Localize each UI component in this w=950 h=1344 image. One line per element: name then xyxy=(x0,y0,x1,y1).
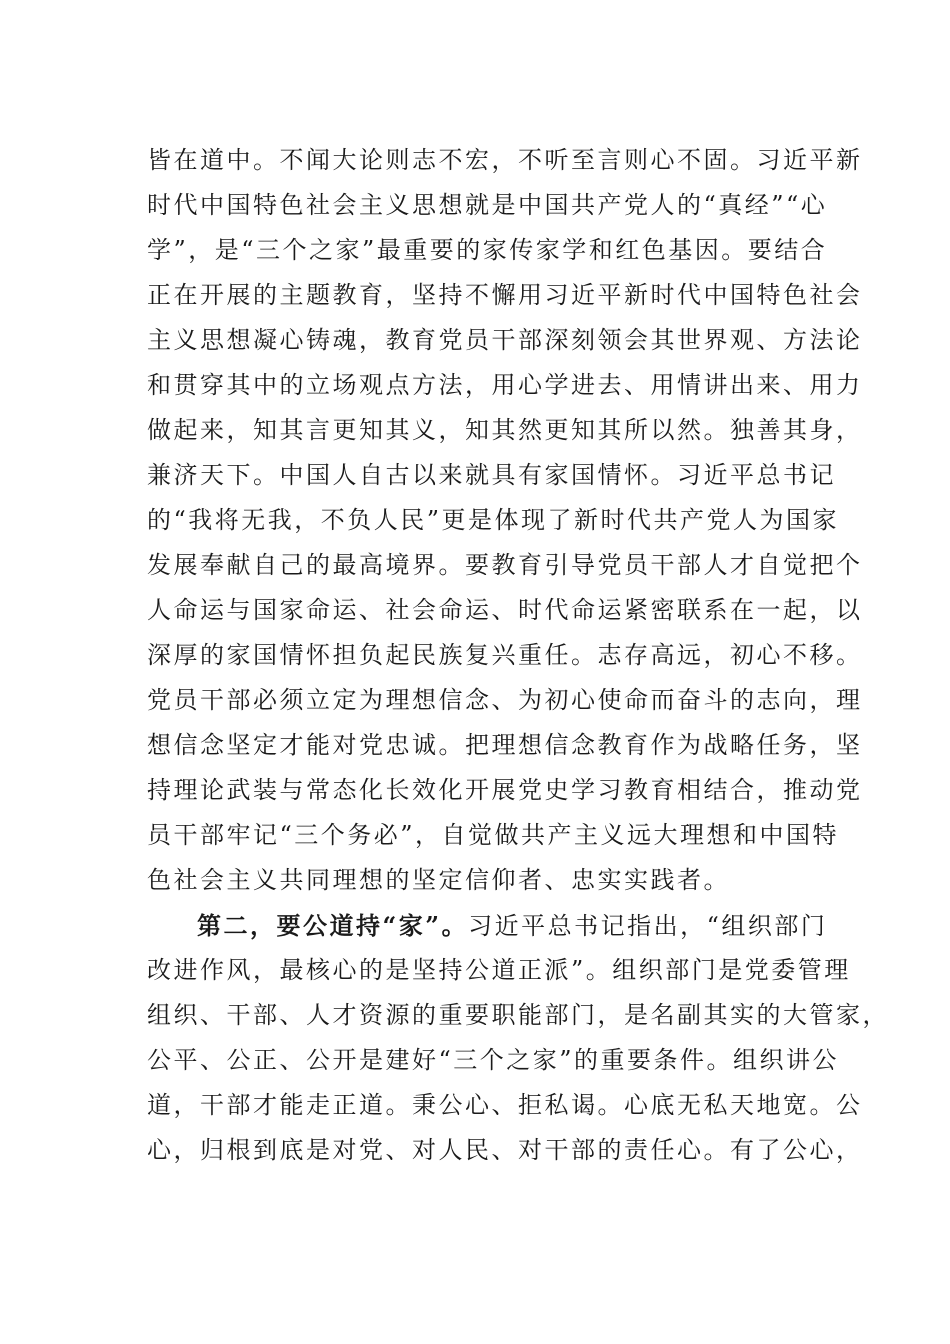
text-span: 习近平总书记指出，“组织部门 xyxy=(468,912,828,940)
text-line: 做起来，知其言更知其义，知其然更知其所以然。独善其身， xyxy=(147,416,863,444)
document-body xyxy=(147,138,889,1173)
text-line: 和贯穿其中的立场观点方法，用心学进去、用情讲出来、用力 xyxy=(147,371,863,399)
text-line: 改进作风，最核心的是坚持公道正派”。组织部门是党委管理 xyxy=(147,956,851,984)
paragraph-1 xyxy=(147,138,863,903)
text-line: 组织、干部、人才资源的重要职能部门，是名副其实的大管家， xyxy=(147,1001,889,1029)
text-line xyxy=(147,903,827,948)
text-line: 人命运与国家命运、社会命运、时代命运紧密联系在一起，以 xyxy=(147,596,863,624)
text-line: 色社会主义共同理想的坚定信仰者、忠实实践者。 xyxy=(147,866,730,894)
text-line: 想信念坚定才能对党忠诚。把理想信念教育作为战略任务，坚 xyxy=(147,731,863,759)
text-line: 员干部牢记“三个务必”，自觉做共产主义远大理想和中国特 xyxy=(147,821,840,849)
text-line: 心，归根到底是对党、对人民、对干部的责任心。有了公心， xyxy=(147,1136,863,1164)
text-line: 的“我将无我，不负人民”更是体现了新时代共产党人为国家 xyxy=(147,506,840,534)
text-line: 发展奉献自己的最高境界。要教育引导党员干部人才自觉把个 xyxy=(147,551,863,579)
text-line: 深厚的家国情怀担负起民族复兴重任。志存高远，初心不移。 xyxy=(147,641,863,669)
text-line: 学”，是“三个之家”最重要的家传家学和红色基因。要结合 xyxy=(147,236,828,264)
text-line: 道，干部才能走正道。秉公心、拒私谒。心底无私天地宽。公 xyxy=(147,1091,863,1119)
section-heading: 第二，要公道持“家”。 xyxy=(197,911,469,940)
text-line: 兼济天下。中国人自古以来就具有家国情怀。习近平总书记 xyxy=(147,461,836,489)
text-line: 党员干部必须立定为理想信念、为初心使命而奋斗的志向，理 xyxy=(147,686,863,714)
text-line: 持理论武装与常态化长效化开展党史学习教育相结合，推动党 xyxy=(147,776,863,804)
text-line: 正在开展的主题教育，坚持不懈用习近平新时代中国特色社会 xyxy=(147,281,863,309)
paragraph-2 xyxy=(147,903,889,1173)
text-line: 公平、公正、公开是建好“三个之家”的重要条件。组织讲公 xyxy=(147,1046,840,1074)
text-line: 皆在道中。不闻大论则志不宏，不听至言则心不固。习近平新 xyxy=(147,146,863,174)
text-line: 时代中国特色社会主义思想就是中国共产党人的“真经”“心 xyxy=(147,191,828,219)
text-line: 主义思想凝心铸魂，教育党员干部深刻领会其世界观、方法论 xyxy=(147,326,863,354)
